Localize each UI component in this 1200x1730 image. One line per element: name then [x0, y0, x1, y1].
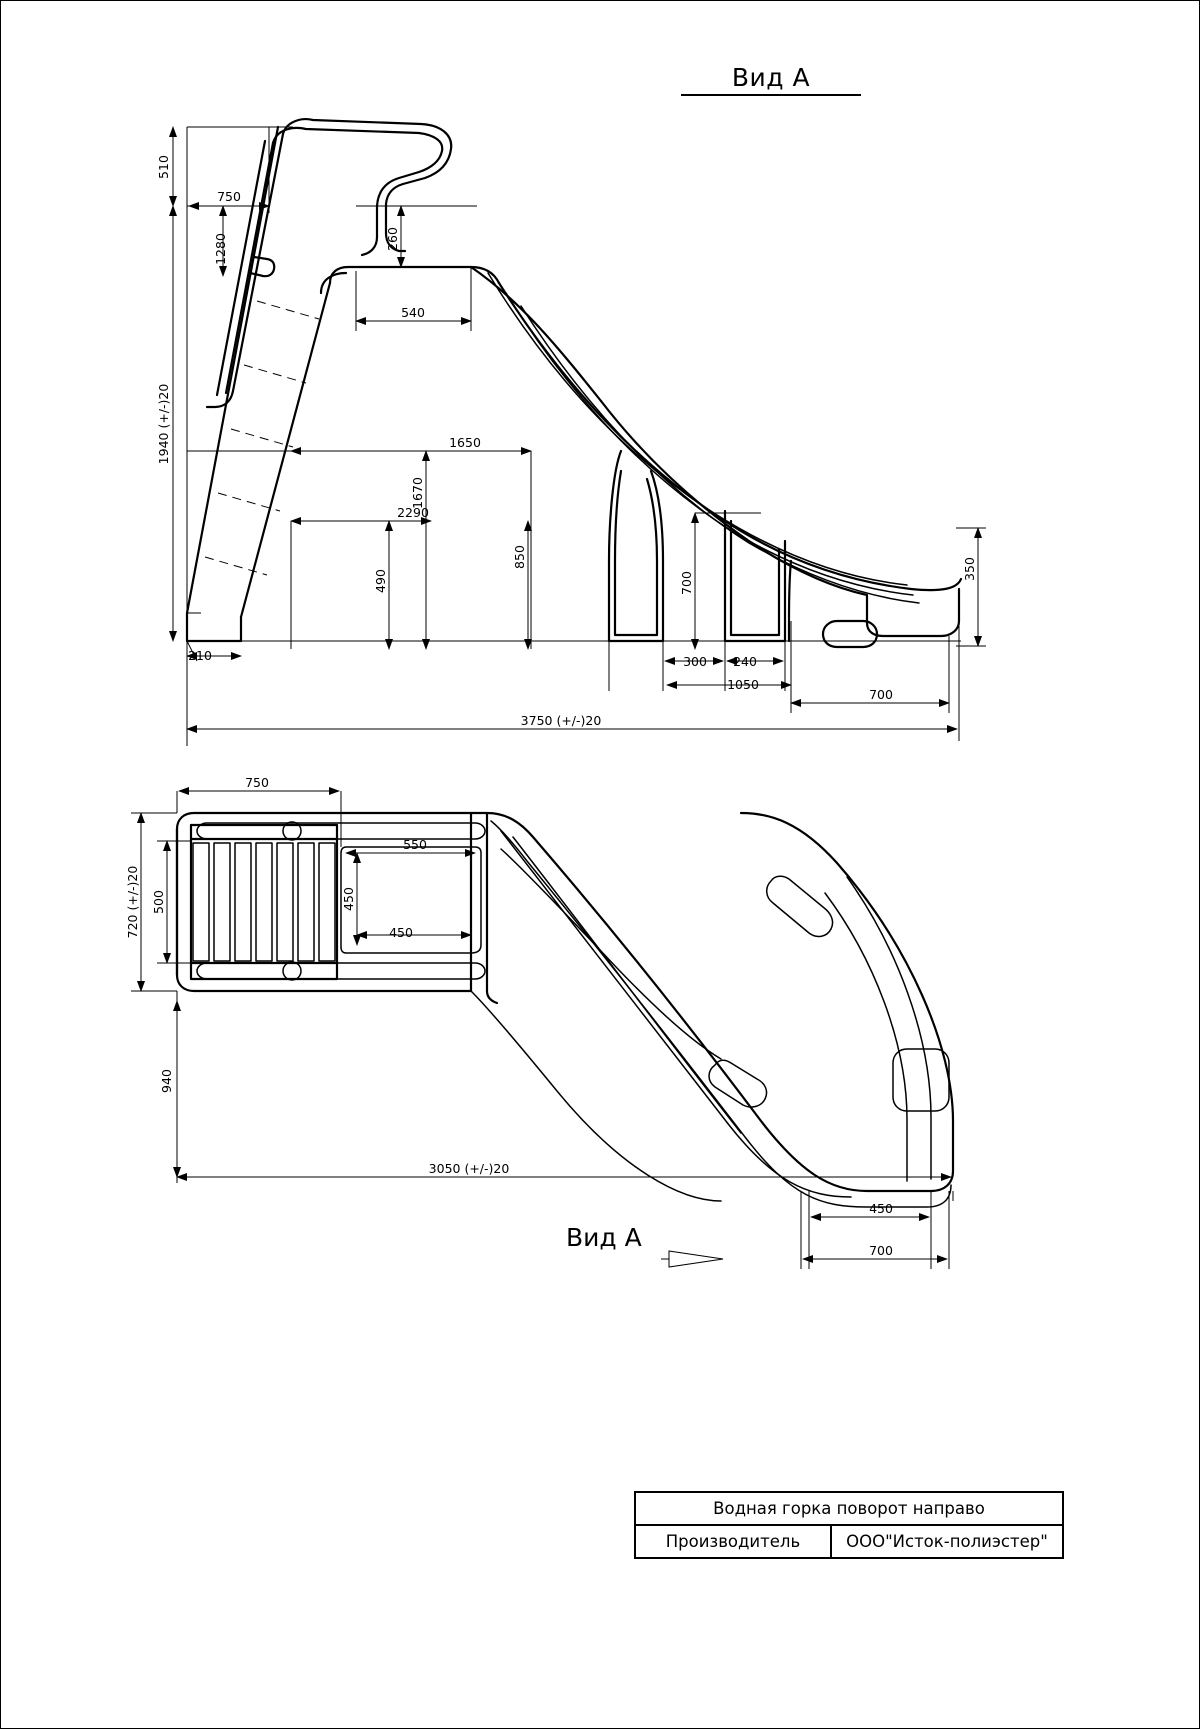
- dim-1280: 1280: [213, 233, 228, 265]
- ladder-rungs: [193, 843, 335, 961]
- dim-510: 510: [156, 155, 171, 179]
- dim-350: 350: [962, 557, 977, 581]
- dim-210: 210: [188, 648, 212, 663]
- dim-500: 500: [151, 890, 166, 914]
- dim-1050: 1050: [727, 677, 759, 692]
- title-block: [634, 1491, 1064, 1559]
- product-name: Водная горка поворот направо: [713, 1499, 985, 1518]
- dim-450-lower: 450: [869, 1201, 893, 1216]
- ladder-steps: [205, 301, 319, 575]
- dim-1650: 1650: [449, 435, 481, 450]
- dim-720: 720 (+/-)20: [125, 865, 140, 939]
- dim-750-side: 750: [217, 189, 241, 204]
- title-block-row-name: [636, 1493, 1062, 1526]
- dim-700-leg: 700: [679, 571, 694, 595]
- dim-700-right: 700: [869, 687, 893, 702]
- dim-450-v: 450: [341, 887, 356, 911]
- dim-300: 300: [683, 654, 707, 669]
- technical-drawing: [1, 1, 1200, 1730]
- dim-550: 550: [403, 837, 427, 852]
- view-a-title-top: Вид А: [681, 63, 861, 96]
- dim-850: 850: [512, 545, 527, 569]
- title-block-row-manufacturer: [636, 1526, 1062, 1557]
- dim-1670: 1670: [410, 477, 425, 509]
- top-view-geometry: [177, 813, 953, 1207]
- manufacturer-value: ООО"Исток-полиэстер": [846, 1532, 1048, 1551]
- view-a-arrow: [661, 1251, 723, 1267]
- dim-450-h: 450: [389, 925, 413, 940]
- dim-700-bottom: 700: [869, 1243, 893, 1258]
- dim-3050: 3050 (+/-)20: [428, 1161, 510, 1176]
- dim-2290: 2290: [397, 505, 429, 520]
- dim-260: 260: [385, 227, 400, 251]
- dim-940: 940: [159, 1069, 174, 1093]
- dim-240: 240: [733, 654, 757, 669]
- dim-750-top: 750: [245, 775, 269, 790]
- side-view-geometry: [187, 119, 961, 647]
- dim-490: 490: [373, 569, 388, 593]
- manufacturer-label: Производитель: [636, 1526, 832, 1557]
- dim-1940: 1940 (+/-)20: [156, 383, 171, 465]
- dim-3750: 3750 (+/-)20: [520, 713, 602, 728]
- dim-540: 540: [401, 305, 425, 320]
- side-view-dimensions: [156, 127, 986, 746]
- view-a-label-bottom: Вид А: [566, 1223, 642, 1252]
